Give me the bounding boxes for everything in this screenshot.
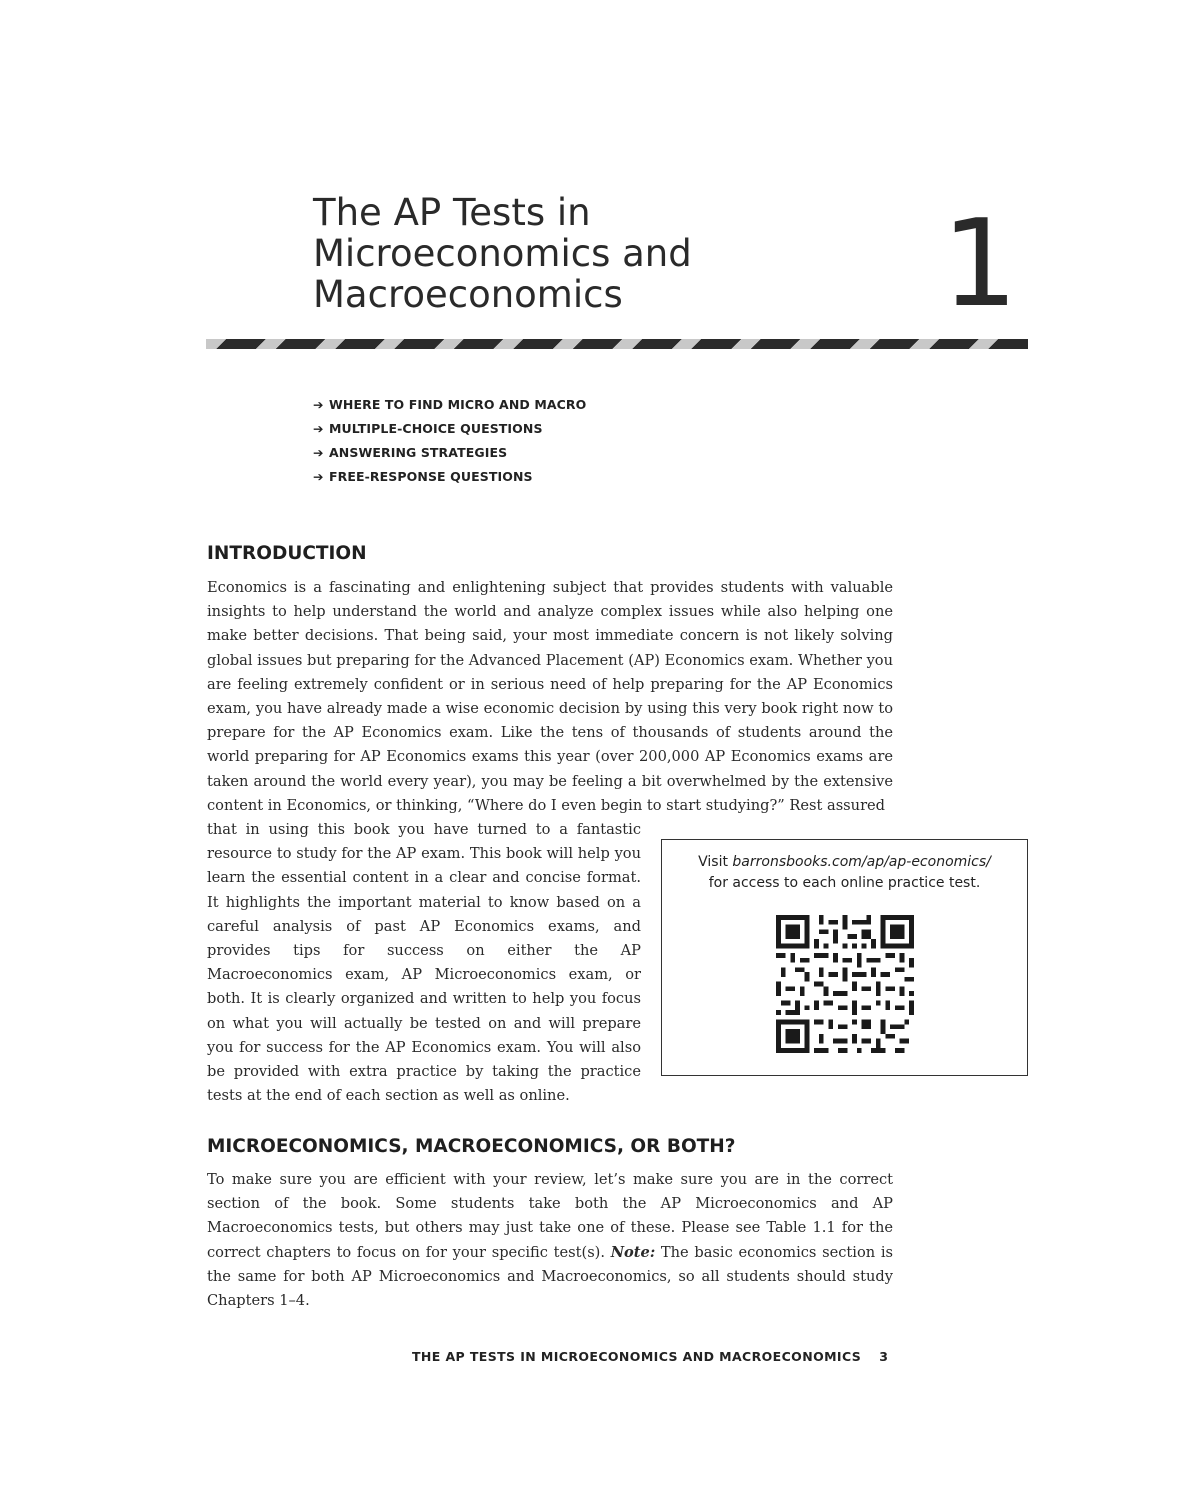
- objective-label: ANSWERING STRATEGIES: [329, 445, 508, 460]
- chapter-number: 1: [941, 195, 1018, 334]
- access-label: for access to each online practice test.: [708, 875, 981, 891]
- objective-item: [313, 417, 586, 441]
- chapter-title-line: Microeconomics and: [313, 232, 692, 275]
- arrow-right-icon: ➔: [313, 445, 324, 460]
- note-label: Note:: [610, 1243, 656, 1261]
- micro-macro-note-text: The basic economics section is the same for both AP Microeconomics and Macroeconomics, so all students should study Chapters 1–4.: [207, 1243, 893, 1310]
- chapter-title-line: Macroeconomics: [313, 273, 623, 316]
- qr-code-icon[interactable]: [776, 915, 914, 1053]
- arrow-right-icon: ➔: [313, 421, 324, 436]
- arrow-right-icon: ➔: [313, 397, 324, 412]
- chapter-divider-stripe: [206, 339, 1028, 349]
- introduction-paragraph-continued: that in using this book you have turned to a fantastic resource to study for the AP exam. This book will help you learn the essential content in a clear and concise format. It highlights the important material to know based on a careful analysis of past AP Economics exams, and provides tips for success on either the AP Macroeconomics exam, AP Microeconomics exam, or both. It is clearly organized and written to help you focus on what you will actually be tested on and will prepare you for success for the AP Economics exam. You will also be provided with extra practice by taking the practice tests at the end of each section as well as online.: [207, 821, 641, 1105]
- page-number: 3: [879, 1349, 889, 1364]
- introduction-paragraph: Economics is a fascinating and enlightening subject that provides students with valuable insights to help understand the world and analyze complex issues while also helping one make better decisions. That being said, your most immediate concern is not likely solving global issues but preparing for the Advanced Placement (AP) Economics exam. Whether you are feeling extremely confident or in serious need of help preparing for the AP Economics exam, you have already made a wise economic decision by using this very book right now to prepare for the AP Economics exam. Like the tens of thousands of students around the world preparing for AP Economics exams this year (over 200,000 AP Economics exams are taken around the world every year), you may be feeling a bit overwhelmed by the extensive content in Economics, or thinking, “Where do I even begin to start studying?” Rest assured: [207, 579, 893, 814]
- running-head: THE AP TESTS IN MICROECONOMICS AND MACROECONOMICS: [412, 1349, 862, 1364]
- objective-label: WHERE TO FIND MICRO AND MACRO: [329, 397, 587, 412]
- visit-label: Visit: [698, 854, 728, 870]
- page-footer: [412, 1349, 888, 1364]
- micro-macro-heading: MICROECONOMICS, MACROECONOMICS, OR BOTH?: [207, 1136, 736, 1157]
- arrow-right-icon: ➔: [313, 469, 324, 484]
- introduction-heading: INTRODUCTION: [207, 543, 367, 564]
- objective-label: MULTIPLE-CHOICE QUESTIONS: [329, 421, 543, 436]
- objective-item: [313, 441, 586, 465]
- micro-macro-text: To make sure you are efficient with your review, let’s make sure you are in the correct section of the book. Some students take both the AP Microeconomics and AP Macroeconomics tests, but others may just take one of these. Please see Table 1.1 for the correct chapters to focus on for your specific test(s).: [207, 1171, 893, 1261]
- objective-label: FREE-RESPONSE QUESTIONS: [329, 469, 533, 484]
- chapter-objectives-list: [313, 393, 586, 489]
- objective-item: [313, 393, 586, 417]
- chapter-title: [313, 192, 913, 315]
- chapter-title-line: The AP Tests in: [313, 191, 591, 234]
- micro-macro-paragraph: [207, 1168, 893, 1313]
- practice-test-link[interactable]: barronsbooks.com/ap/ap-economics/: [732, 854, 991, 870]
- online-practice-text: [662, 852, 1027, 894]
- objective-item: [313, 465, 586, 489]
